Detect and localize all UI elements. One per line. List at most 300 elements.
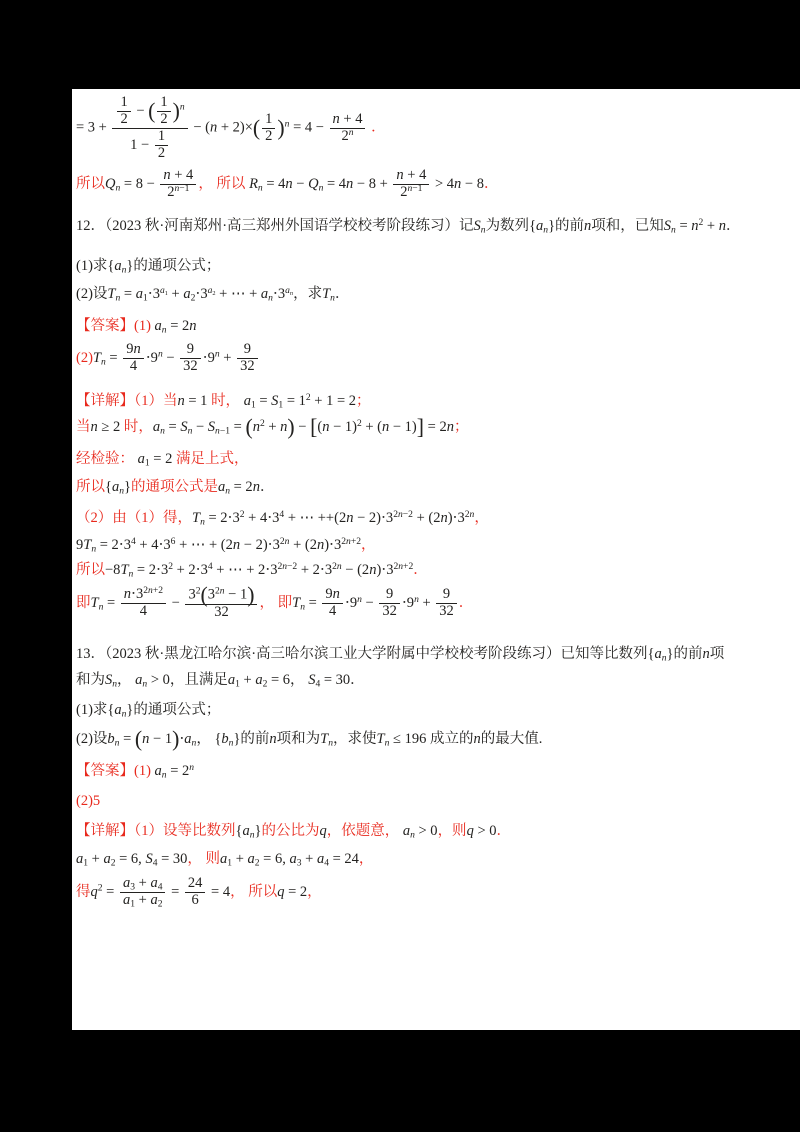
text-run: { [647, 646, 655, 663]
text-run: + 2)× [217, 119, 253, 136]
text-run: ． [334, 286, 350, 303]
math-variable: n [252, 479, 260, 496]
text-run: { [235, 823, 243, 840]
math-variable: n [200, 516, 205, 528]
text-run: − [192, 418, 208, 435]
text-run: − [162, 349, 179, 366]
doc-line-17 [76, 671, 796, 690]
denominator [155, 145, 168, 162]
fraction [112, 95, 187, 162]
math-variable: n [369, 562, 377, 578]
math-variable: n [121, 708, 127, 720]
math-variable: n [161, 769, 167, 781]
text-run: = 2 [149, 450, 176, 467]
math-variable: n [249, 830, 255, 842]
text-run: = 4 [262, 175, 286, 192]
text-run: 项和，已知 [591, 217, 664, 234]
text-run: (1)求 [76, 258, 108, 275]
red-text-run: 【详解】（1）设等比数列 [76, 823, 236, 840]
text-run: 2 [239, 509, 245, 521]
math-variable: a [150, 892, 158, 909]
red-text-run: ， [361, 537, 376, 554]
text-run: = 30 [157, 851, 188, 868]
text-run: ⋅9 [202, 349, 215, 366]
text-run: + 4 [339, 110, 363, 127]
doc-line-1 [76, 95, 796, 162]
text-run: 6 [191, 892, 199, 909]
text-run: 2 [167, 183, 175, 200]
text-run: 2 [698, 216, 704, 228]
text-run: ， [117, 672, 136, 689]
math-variable: n [316, 537, 325, 554]
math-variable: a [260, 286, 269, 303]
text-run: 9 [385, 586, 394, 603]
fraction [123, 342, 144, 375]
red-text-run: ，则 [437, 823, 467, 840]
text-run: ≥ 2 [97, 418, 124, 435]
numerator [436, 587, 457, 603]
fraction [262, 112, 275, 145]
math-variable: a [159, 285, 165, 297]
math-variable: a [122, 892, 131, 909]
text-run: = [120, 286, 136, 303]
math-variable: n [407, 182, 413, 194]
denominator [322, 603, 343, 620]
math-variable: T [83, 537, 92, 554]
text-run: 4 [152, 857, 158, 869]
math-variable: n [90, 418, 98, 435]
text-run: 项 [709, 646, 725, 663]
text-run: ， [196, 730, 215, 747]
text-run: > 0 [473, 823, 497, 840]
text-run: + 1 = 2 [310, 392, 357, 409]
fraction [322, 587, 343, 620]
math-variable: a [183, 286, 191, 303]
text-run: 1 [227, 857, 233, 869]
math-variable: n [398, 560, 404, 572]
denominator [436, 603, 457, 620]
text-run: { [107, 258, 115, 275]
text-run: = [119, 730, 135, 747]
text-run: { [107, 701, 115, 718]
text-run: −2 [402, 509, 413, 521]
text-run: + [301, 851, 317, 868]
text-run: 2 [212, 289, 216, 297]
numerator [157, 95, 170, 111]
math-variable: n [480, 224, 486, 236]
math-variable: a [654, 646, 662, 663]
doc-line-5 [76, 285, 796, 304]
fraction [160, 168, 196, 201]
superscript [349, 127, 354, 138]
math-variable: n [718, 217, 726, 234]
math-variable: n [189, 318, 197, 335]
text-run: 2 [120, 110, 128, 127]
text-run: −2 [287, 560, 298, 572]
math-variable: n [119, 486, 124, 498]
text-run: 1 [142, 292, 148, 304]
text-run: 的通项公式； [133, 701, 221, 718]
math-variable: n [280, 418, 288, 435]
doc-line-15 [76, 582, 796, 621]
numerator [322, 587, 343, 603]
red-text-run: 所以 [76, 479, 105, 496]
text-run: + 4⋅3 [244, 510, 280, 527]
denominator [123, 358, 144, 375]
superscript [160, 285, 168, 296]
text-run: 2 [332, 560, 337, 572]
text-run: 12．（2023 秋·河南郑州·高三郑州外国语学校校考阶段练习）记 [76, 217, 474, 234]
big-delimiter: ( [245, 415, 253, 440]
numerator [160, 168, 196, 184]
red-text-run: ， [307, 883, 322, 900]
red-text-run: 【答案】(1) [76, 318, 155, 335]
math-variable: n [160, 425, 165, 437]
text-run: − 1) [389, 418, 417, 435]
math-variable: a [220, 851, 228, 868]
text-run: + ⋯ + 2⋅3 [212, 562, 278, 578]
math-variable: n [702, 646, 710, 663]
math-variable: S [271, 392, 279, 409]
superscript [393, 561, 413, 572]
text-run: 的最大值. [480, 730, 543, 747]
text-run: ( [317, 418, 323, 435]
math-variable: a [135, 672, 143, 689]
superscript [285, 285, 293, 296]
text-run: 9 [186, 341, 195, 357]
math-variable: n [148, 584, 153, 596]
text-run: 1 [160, 94, 168, 110]
text-run: + 4 [403, 166, 427, 183]
math-variable: n [232, 537, 241, 554]
big-delimiter: ( [134, 727, 143, 752]
superscript [277, 561, 297, 572]
denominator [120, 892, 166, 909]
text-run: 1 [265, 110, 273, 127]
text-run: = [103, 594, 119, 611]
math-variable: n [328, 737, 334, 749]
text-run: = [230, 418, 246, 435]
doc-line-16 [76, 645, 796, 664]
red-text-run: 经检验： [76, 450, 138, 467]
big-delimiter: ) [277, 116, 285, 141]
text-run: − 1) [329, 418, 357, 435]
math-variable: n [114, 737, 120, 749]
big-delimiter: ( [148, 99, 156, 124]
text-run: − [168, 594, 184, 611]
red-text-run: ， [474, 510, 489, 527]
text-run: 4 [315, 678, 321, 690]
math-variable: n [384, 737, 390, 749]
math-variable: T [292, 594, 301, 611]
doc-line-14 [76, 561, 796, 580]
superscript [332, 561, 342, 572]
text-run: = [255, 392, 272, 409]
math-variable: n [584, 217, 592, 234]
math-variable: n [123, 586, 132, 603]
math-variable: a [207, 285, 213, 297]
text-run: 2 [265, 127, 273, 144]
math-variable: n [174, 182, 180, 194]
red-text-run: ． [496, 823, 511, 840]
text-run: (1)求 [76, 701, 108, 718]
superscript [208, 285, 216, 296]
text-run: = 30． [320, 672, 365, 689]
fraction [237, 342, 258, 375]
math-variable: R [249, 175, 258, 192]
math-variable: a [150, 875, 158, 892]
text-run: > 4 [431, 175, 455, 192]
big-delimiter: ) [287, 415, 295, 440]
text-run: = 2 [230, 479, 253, 496]
doc-line-8 [76, 392, 796, 411]
text-run: = 2⋅3 [133, 562, 169, 578]
text-run: 2 [400, 183, 408, 200]
big-delimiter: ) [247, 582, 255, 607]
text-run: ． [259, 479, 275, 496]
denominator [180, 358, 201, 375]
math-variable: b [221, 730, 229, 747]
red-text-run: （2）由（1）得， [76, 510, 192, 527]
text-run: = [105, 349, 122, 366]
text-run: 2 [254, 857, 260, 869]
red-text-run: 即 [76, 594, 91, 611]
text-run: 2 [168, 560, 173, 572]
text-run: + ⋯ ++(2 [284, 510, 347, 527]
text-run: 4 [207, 560, 213, 572]
text-run: ⋅3 [131, 586, 144, 603]
text-run: > 0，且满足 [147, 672, 228, 689]
math-variable: n [300, 601, 305, 613]
doc-line-9 [76, 415, 796, 440]
text-run: 1 [235, 678, 240, 690]
text-run: + 4 [170, 166, 194, 183]
text-run: 和为 [76, 672, 105, 689]
text-run: 24 [187, 875, 203, 892]
text-run: 2 [279, 535, 285, 547]
math-variable: a [114, 701, 122, 718]
text-run: 2 [464, 509, 470, 521]
doc-line-7 [76, 342, 796, 375]
red-text-run: 时， [211, 392, 241, 409]
red-text-run: ． [458, 594, 474, 611]
text-run: 4 [131, 535, 136, 547]
math-variable: a [114, 258, 122, 275]
numerator [180, 342, 201, 358]
red-text-run: ， 即 [259, 594, 293, 611]
math-variable: a [255, 672, 263, 689]
math-variable: n [346, 175, 354, 192]
text-run: ⋅9 [145, 349, 158, 366]
math-variable: n [469, 509, 475, 521]
text-run: −1 [219, 425, 230, 437]
text-run: 4 [129, 357, 138, 374]
math-variable: q [319, 823, 327, 840]
text-run: } [126, 701, 134, 718]
text-run: + [167, 286, 184, 303]
text-run: = 2 [166, 762, 190, 779]
text-run: +2 [152, 584, 164, 596]
math-variable: S [207, 418, 216, 435]
numerator [121, 584, 166, 603]
fraction [157, 95, 170, 128]
doc-line-6 [76, 317, 796, 336]
text-run: )⋅3 [324, 537, 342, 554]
text-run: 3 [207, 586, 215, 603]
denominator [117, 111, 130, 128]
text-run: (2)设 [76, 730, 108, 747]
math-variable: n [252, 418, 260, 435]
math-variable: n [414, 593, 419, 605]
math-variable: n [282, 560, 288, 572]
red-text-run: ，依题意， [326, 823, 403, 840]
red-text-run: 的通项公式是 [130, 479, 218, 496]
text-run: 9 [325, 586, 333, 603]
text-run: } [124, 479, 131, 496]
text-run: 项和为 [276, 730, 321, 747]
math-variable: n [91, 543, 97, 555]
math-variable: n [473, 730, 481, 747]
text-run: = [102, 883, 118, 900]
text-run: 2 [356, 417, 362, 429]
text-run: = 2 [424, 418, 447, 435]
math-variable: S [308, 672, 316, 689]
math-variable: n [454, 175, 462, 192]
text-run: )⋅3 [447, 510, 465, 527]
math-variable: T [192, 510, 201, 527]
doc-line-21 [76, 792, 796, 811]
fraction [180, 342, 201, 375]
text-run: +2 [350, 535, 361, 547]
red-text-run: 所以 [76, 175, 105, 192]
math-variable: n [157, 348, 163, 360]
text-run: ，求使 [333, 730, 377, 747]
math-variable: n [121, 265, 127, 277]
math-variable: q [90, 883, 98, 900]
math-variable: a [154, 318, 162, 335]
subscript [158, 882, 163, 893]
subscript [215, 425, 230, 436]
math-variable: n [543, 224, 549, 236]
math-variable: S [473, 217, 481, 234]
fraction [436, 587, 457, 620]
doc-line-18 [76, 701, 796, 720]
red-text-run: (2) [76, 349, 93, 366]
math-variable: a [137, 450, 145, 467]
numerator [185, 582, 257, 607]
text-run: 的前 [673, 646, 703, 663]
text-run: − 2)⋅3 [240, 537, 280, 554]
text-run: − 1 [149, 730, 173, 747]
text-run: 1 − [130, 136, 153, 153]
superscript [393, 509, 413, 520]
math-variable: S [663, 217, 672, 234]
big-delimiter: ) [172, 727, 180, 752]
math-variable: a [285, 285, 290, 297]
text-run: 2 [214, 585, 220, 597]
math-variable: n [215, 425, 220, 437]
numerator [112, 95, 187, 128]
denominator [160, 184, 196, 201]
text-run: 9 [126, 341, 134, 357]
numerator [262, 112, 275, 128]
denominator [262, 128, 275, 145]
text-run: = 3 + [76, 119, 111, 136]
text-run: 3 [188, 586, 196, 603]
math-variable: a [243, 392, 251, 409]
red-text-run: 得 [76, 883, 91, 900]
red-text-run: ， 则 [187, 851, 221, 868]
document-page [72, 89, 800, 1030]
superscript [215, 585, 225, 596]
text-run: − 2)⋅3 [353, 510, 394, 527]
text-run: 32 [439, 603, 454, 620]
subscript [158, 899, 163, 910]
math-variable: n [187, 425, 193, 437]
math-variable: n [128, 568, 134, 580]
math-variable: n [225, 486, 230, 498]
text-run: + [88, 851, 104, 868]
text-run: } [666, 646, 674, 663]
denominator [112, 128, 187, 162]
math-variable: n [346, 535, 351, 547]
math-variable: n [691, 217, 699, 234]
superscript [174, 182, 189, 193]
math-variable: n [257, 182, 263, 194]
text-run: 1 [164, 289, 168, 297]
text-run: 2 [160, 110, 168, 127]
text-run: − [132, 102, 149, 119]
math-variable: n [209, 119, 218, 136]
math-variable: n [214, 348, 220, 360]
denominator [393, 184, 429, 201]
text-run: + [239, 672, 256, 689]
text-run: = 4 − [289, 119, 328, 136]
math-variable: n [346, 510, 354, 527]
text-run: 4 [279, 509, 285, 521]
math-variable: a [154, 762, 162, 779]
math-variable: a [76, 851, 84, 868]
text-run: 1 [278, 399, 284, 411]
denominator [330, 128, 366, 145]
doc-line-2 [76, 168, 796, 201]
red-text-run: ， 所以 [198, 175, 250, 192]
text-run: 2 [195, 585, 201, 597]
text-run: 1 [144, 457, 150, 469]
big-delimiter: [ [310, 415, 318, 440]
math-variable: n [161, 324, 167, 336]
math-variable: T [322, 286, 331, 303]
math-variable: a [536, 217, 544, 234]
text-run: = 6， [267, 672, 309, 689]
doc-line-13 [76, 536, 796, 555]
text-run: ⋅3 [147, 286, 160, 303]
red-text-run: 所以 [76, 562, 105, 578]
text-run: 6 [170, 535, 176, 547]
text-run: } [548, 217, 556, 234]
denominator [185, 604, 257, 621]
red-text-run: ． [483, 175, 499, 192]
math-variable: n [332, 586, 340, 603]
doc-line-20 [76, 762, 796, 781]
text-run: + (2 [412, 510, 441, 527]
math-variable: n [219, 585, 225, 597]
numerator [330, 112, 366, 128]
text-run: 的通项公式； [133, 258, 221, 275]
text-run: = 2 [166, 318, 190, 335]
text-run: = [675, 217, 692, 234]
doc-line-24 [76, 876, 796, 909]
